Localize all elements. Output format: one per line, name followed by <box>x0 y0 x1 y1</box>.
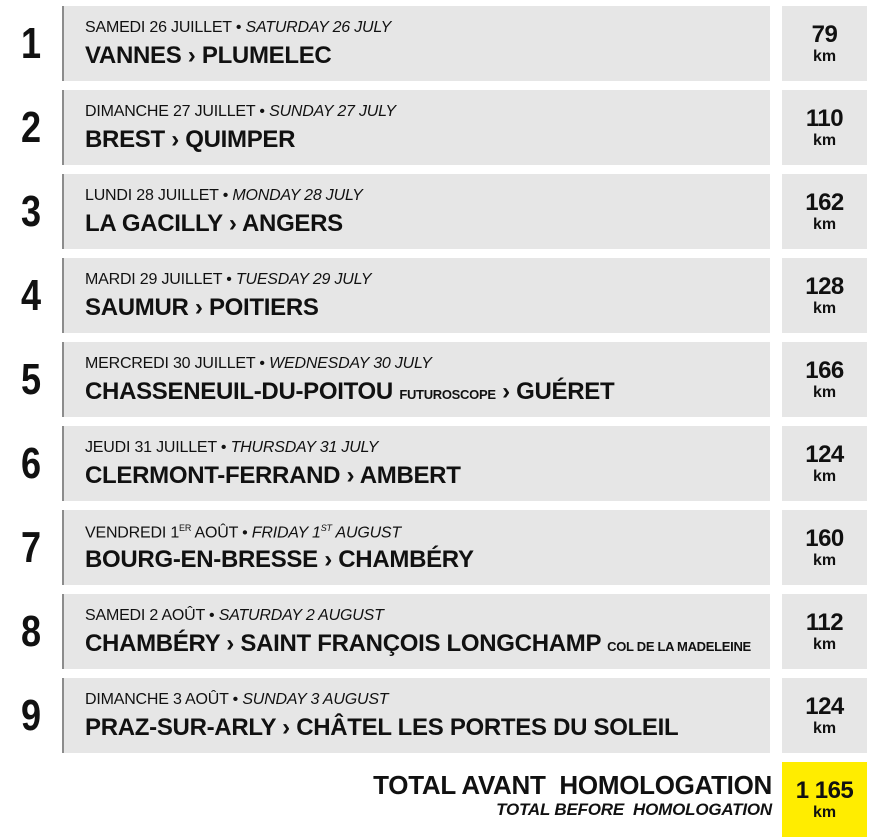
stage-number: 3 <box>20 186 42 236</box>
stage-distance <box>782 594 867 669</box>
stage-info <box>62 6 770 81</box>
km-value: 124 <box>805 692 844 720</box>
date-separator: • <box>255 355 270 372</box>
stage-row <box>0 6 875 81</box>
total-label-fr: TOTAL AVANT HOMOLOGATION <box>373 770 772 800</box>
stage-info <box>62 678 770 753</box>
stage-number: 1 <box>20 18 42 68</box>
km-unit: km <box>812 383 837 401</box>
date-fr: MARDI 29 JUILLET <box>85 271 222 288</box>
date-fr: SAMEDI 26 JUILLET <box>85 19 232 36</box>
stage-route: SAUMUR › POITIERS <box>85 294 319 321</box>
total-distance <box>782 762 867 837</box>
date-separator: • <box>216 439 231 456</box>
stage-distance <box>782 510 867 585</box>
date-en: SUNDAY 27 JULY <box>269 103 396 120</box>
km-value: 79 <box>811 20 838 48</box>
stage-date <box>85 691 388 709</box>
route-main: CHAMBÉRY › SAINT FRANÇOIS LONGCHAMP <box>85 630 601 657</box>
stage-row <box>0 426 875 501</box>
route-start: CHASSENEUIL-DU-POITOU <box>85 378 393 405</box>
stage-info <box>62 90 770 165</box>
date-separator: • <box>231 19 246 36</box>
stage-route: LA GACILLY › ANGERS <box>85 210 343 237</box>
km-unit: km <box>812 635 837 653</box>
stage-date <box>85 439 378 457</box>
stage-distance <box>782 342 867 417</box>
km-value: 124 <box>805 440 844 468</box>
date-en: WEDNESDAY 30 JULY <box>269 355 432 372</box>
date-en: THURSDAY 31 JULY <box>230 439 379 456</box>
stage-row <box>0 678 875 753</box>
route-note: FUTUROSCOPE <box>399 387 496 402</box>
route-note: COL DE LA MADELEINE <box>607 639 751 654</box>
stage-distance <box>782 426 867 501</box>
stage-row <box>0 594 875 669</box>
date-fr-sup: ER <box>179 523 192 533</box>
date-fr: LUNDI 28 JUILLET <box>85 187 219 204</box>
stage-number: 8 <box>20 606 42 656</box>
stage-number: 4 <box>20 270 42 320</box>
stage-row <box>0 174 875 249</box>
stage-info <box>62 174 770 249</box>
date-separator: • <box>237 524 252 542</box>
km-value: 166 <box>805 356 844 384</box>
date-separator: • <box>255 103 270 120</box>
km-unit: km <box>812 47 837 65</box>
km-unit: km <box>812 299 837 317</box>
date-fr: JEUDI 31 JUILLET <box>85 439 217 456</box>
stage-distance <box>782 678 867 753</box>
stage-route <box>85 630 751 658</box>
km-value: 110 <box>805 104 844 132</box>
date-separator: • <box>204 607 219 624</box>
date-fr-month: AOÛT <box>191 524 238 542</box>
stage-row <box>0 342 875 417</box>
stage-route: VANNES › PLUMELEC <box>85 42 332 69</box>
stage-route: CLERMONT-FERRAND › AMBERT <box>85 462 461 489</box>
stage-distance <box>782 174 867 249</box>
date-en: TUESDAY 29 JULY <box>235 271 372 288</box>
date-fr: SAMEDI 2 AOÛT <box>85 607 205 624</box>
stage-date <box>85 19 391 37</box>
stage-distance <box>782 258 867 333</box>
stage-date <box>85 607 384 625</box>
date-en-month: AUGUST <box>331 524 401 542</box>
total-label <box>373 770 772 820</box>
stage-route: PRAZ-SUR-ARLY › CHÂTEL LES PORTES DU SOLEIL <box>85 714 679 741</box>
stage-number: 7 <box>20 522 42 572</box>
stage-row <box>0 510 875 585</box>
stage-date <box>85 103 396 121</box>
date-fr: MERCREDI 30 JUILLET <box>85 355 256 372</box>
stage-date <box>85 523 401 542</box>
total-km-value: 1 165 <box>795 776 854 804</box>
stage-info <box>62 258 770 333</box>
km-unit: km <box>812 719 837 737</box>
date-en: SUNDAY 3 AUGUST <box>242 691 389 708</box>
km-unit: km <box>812 131 837 149</box>
km-value: 128 <box>805 272 844 300</box>
stage-distance <box>782 6 867 81</box>
date-en: SATURDAY 2 AUGUST <box>218 607 384 624</box>
stage-info <box>62 342 770 417</box>
stage-distance <box>782 90 867 165</box>
stage-row <box>0 258 875 333</box>
stage-number: 6 <box>20 438 42 488</box>
stage-number: 9 <box>20 690 42 740</box>
stage-date <box>85 187 363 205</box>
stage-date <box>85 271 371 289</box>
total-km-unit: km <box>812 803 837 821</box>
stage-number: 5 <box>20 354 42 404</box>
km-unit: km <box>812 467 837 485</box>
km-unit: km <box>812 551 837 569</box>
total-label-en: TOTAL BEFORE HOMOLOGATION <box>496 800 772 819</box>
date-en-day: FRIDAY 1 <box>251 524 321 542</box>
date-en: MONDAY 28 JULY <box>232 187 363 204</box>
km-value: 160 <box>805 524 844 552</box>
stage-route: BOURG-EN-BRESSE › CHAMBÉRY <box>85 546 474 573</box>
date-en-sup: ST <box>320 523 332 533</box>
date-fr: DIMANCHE 3 AOÛT <box>85 691 229 708</box>
date-fr: DIMANCHE 27 JUILLET <box>85 103 256 120</box>
km-value: 162 <box>805 188 844 216</box>
stage-row <box>0 90 875 165</box>
stage-route: BREST › QUIMPER <box>85 126 296 153</box>
km-value: 112 <box>805 608 844 636</box>
date-separator: • <box>222 271 236 288</box>
date-fr-day: VENDREDI 1 <box>85 524 180 542</box>
km-unit: km <box>812 215 837 233</box>
route-end: › GUÉRET <box>502 378 615 405</box>
stage-number: 2 <box>20 102 42 152</box>
date-separator: • <box>218 187 233 204</box>
stage-date <box>85 355 432 373</box>
date-en: SATURDAY 26 JULY <box>245 19 392 36</box>
date-separator: • <box>228 691 243 708</box>
stage-info <box>62 426 770 501</box>
stage-info <box>62 510 770 585</box>
stage-route <box>85 378 614 406</box>
stage-info <box>62 594 770 669</box>
